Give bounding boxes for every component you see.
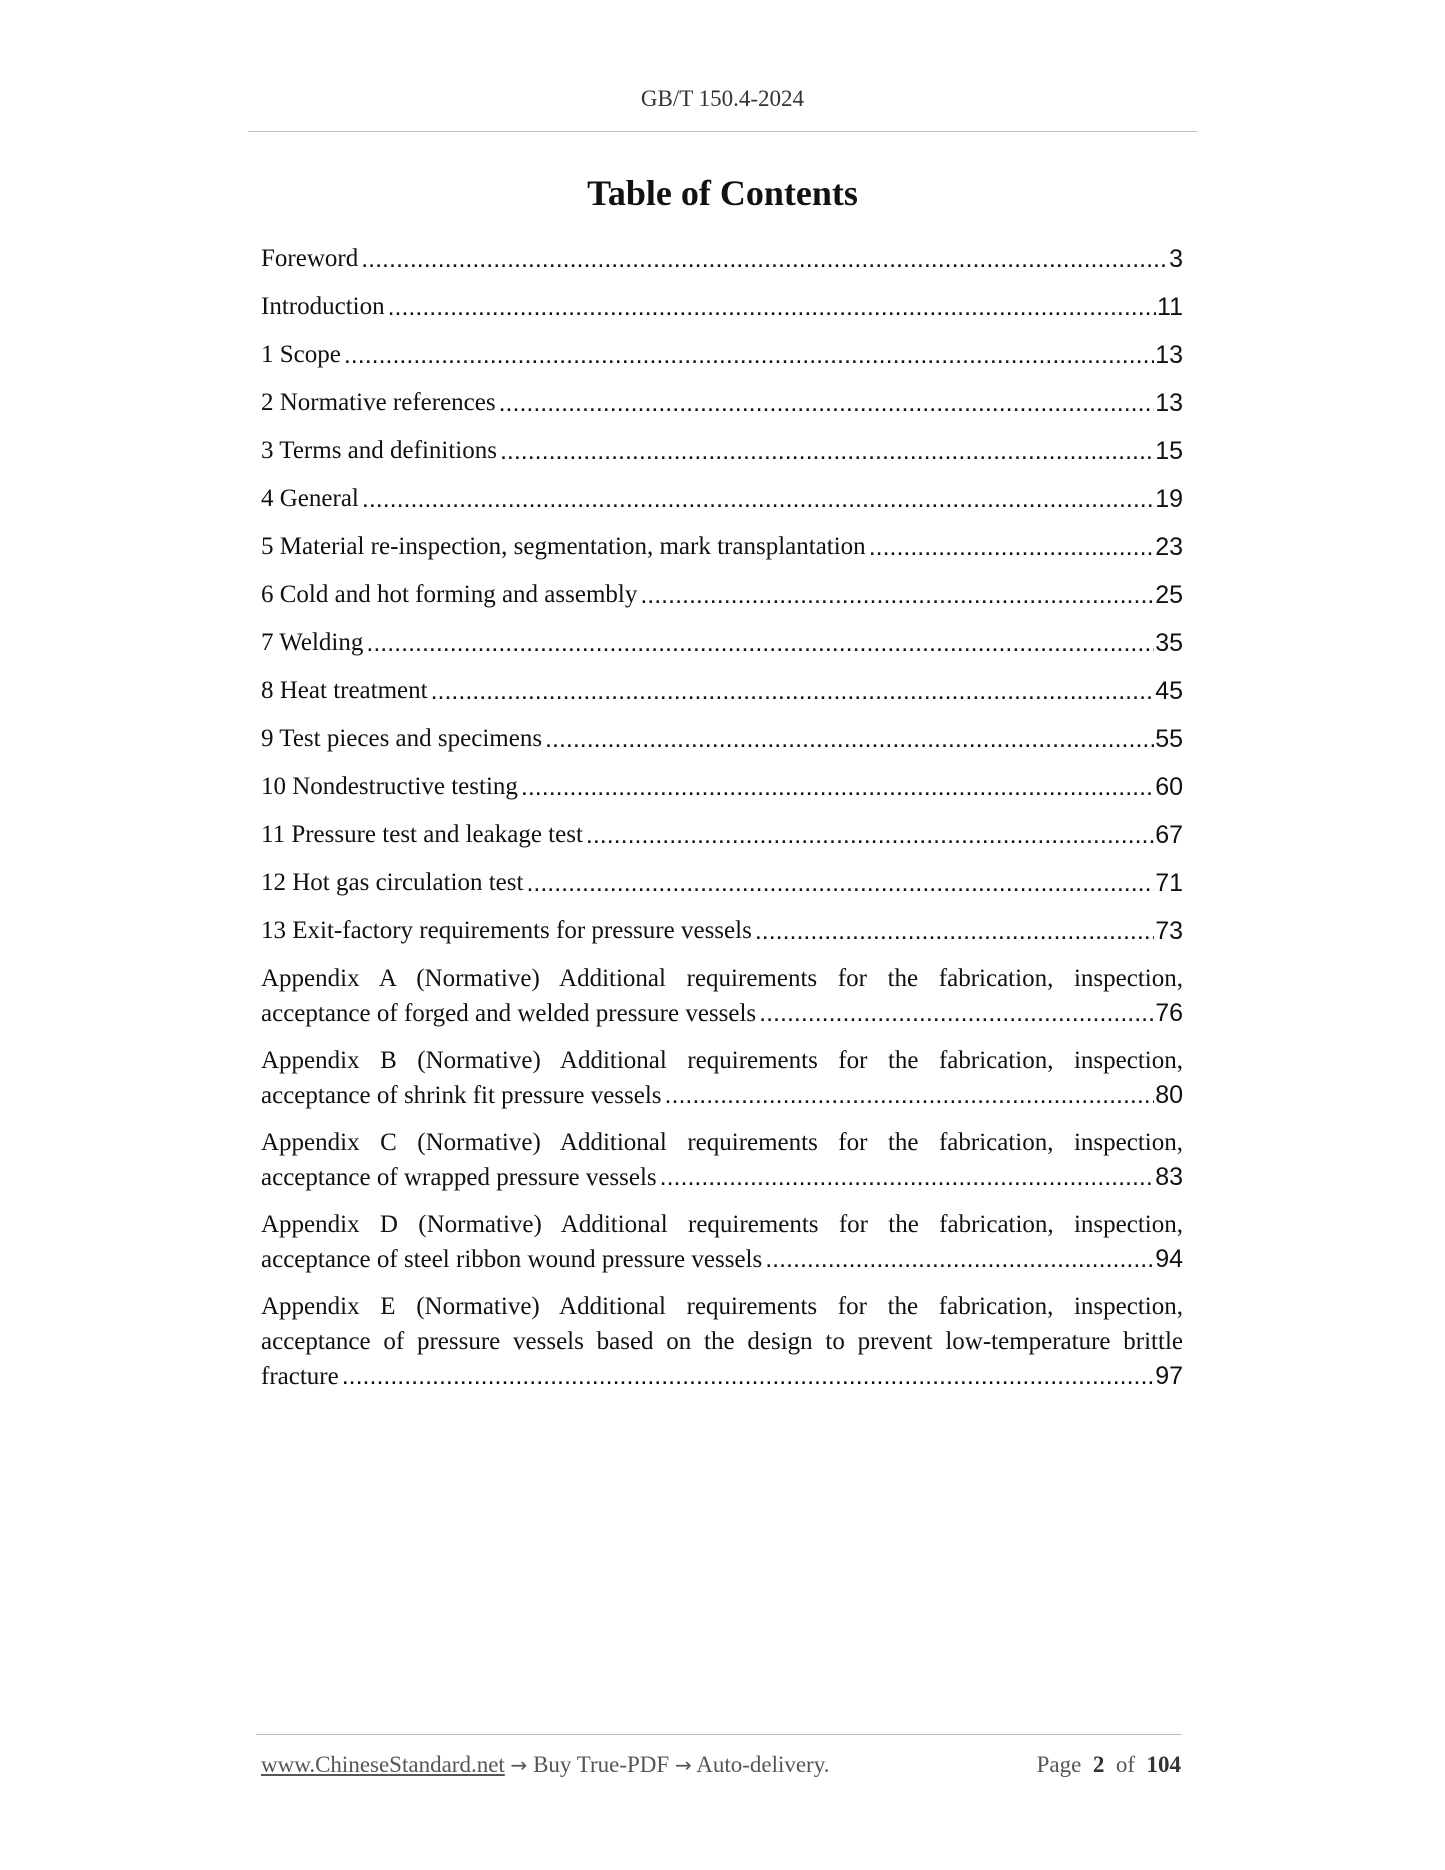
footer-left [261, 1752, 829, 1778]
dot-leader [665, 1078, 1155, 1113]
toc-page-number: 23 [1155, 533, 1183, 561]
toc-entry-title: 1 Scope [261, 341, 341, 368]
dot-leader [869, 529, 1155, 565]
toc-entry-title: 5 Material re-inspection, segmentation, mark transplantation [261, 533, 866, 560]
header-divider [248, 131, 1197, 132]
toc-entry-foreword[interactable] [261, 241, 1183, 289]
toc-entry-title-line: Appendix E (Normative) Additional requirements for the fabrication, inspection, [261, 1293, 1183, 1320]
toc-entry-appendix-e[interactable] [261, 1289, 1183, 1394]
toc-entry-exit-factory[interactable] [261, 913, 1183, 961]
dot-leader [759, 996, 1154, 1031]
dot-leader [586, 817, 1154, 853]
toc-page-number: 67 [1155, 821, 1183, 849]
dot-leader [640, 577, 1154, 613]
toc-entry-title-line: Appendix A (Normative) Additional requirements for the fabrication, inspection, [261, 965, 1183, 992]
dot-leader [660, 1160, 1155, 1195]
dot-leader [526, 865, 1154, 901]
toc-page-number: 35 [1155, 629, 1183, 657]
footer-divider [256, 1734, 1182, 1735]
toc-page-number: 45 [1155, 677, 1183, 705]
dot-leader [342, 1359, 1154, 1394]
dot-leader [500, 433, 1154, 469]
toc-entry-title: 9 Test pieces and specimens [261, 725, 543, 752]
website-link[interactable]: www.ChineseStandard.net [261, 1752, 505, 1777]
toc-page-number: 83 [1155, 1163, 1183, 1191]
page-footer [261, 1752, 1181, 1778]
dot-leader [388, 289, 1156, 325]
toc-list [261, 241, 1183, 1406]
dot-leader [366, 625, 1154, 661]
toc-entry-title: 3 Terms and definitions [261, 437, 497, 464]
toc-entry-terms-and-definitions[interactable] [261, 433, 1183, 481]
toc-entry-appendix-b[interactable] [261, 1043, 1183, 1113]
toc-entry-appendix-a[interactable] [261, 961, 1183, 1031]
dot-leader [344, 337, 1154, 373]
toc-entry-title: 10 Nondestructive testing [261, 773, 518, 800]
buy-true-pdf-text: Buy True-PDF [533, 1752, 670, 1777]
toc-entry-title-line: Appendix B (Normative) Additional requirements for the fabrication, inspection, [261, 1047, 1183, 1074]
dot-leader [361, 241, 1168, 277]
running-header: GB/T 150.4-2024 [640, 86, 805, 111]
toc-entry-appendix-c[interactable] [261, 1125, 1183, 1195]
toc-entry-welding[interactable] [261, 625, 1183, 673]
toc-entry-title: 8 Heat treatment [261, 677, 428, 704]
dot-leader [521, 769, 1154, 805]
toc-entry-hot-gas-circulation[interactable] [261, 865, 1183, 913]
toc-entry-title: 2 Normative references [261, 389, 496, 416]
toc-page-number: 76 [1155, 999, 1183, 1027]
toc-entry-title: Foreword [261, 245, 359, 272]
total-pages-number: 104 [1146, 1752, 1181, 1777]
toc-entry-title-line: fracture [261, 1363, 339, 1390]
arrow-right-icon: → [674, 1753, 692, 1777]
toc-page-number: 80 [1155, 1081, 1183, 1109]
toc-entry-title: 11 Pressure test and leakage test [261, 821, 583, 848]
toc-page-number: 3 [1169, 245, 1183, 273]
toc-entry-forming-and-assembly[interactable] [261, 577, 1183, 625]
toc-entry-title: 12 Hot gas circulation test [261, 869, 524, 896]
dot-leader [545, 721, 1154, 757]
dot-leader [755, 913, 1154, 949]
toc-entry-title: 7 Welding [261, 629, 364, 656]
toc-page-number: 94 [1155, 1245, 1183, 1273]
toc-entry-title: 13 Exit-factory requirements for pressure vessels [261, 917, 752, 944]
toc-entry-title-line: acceptance of steel ribbon wound pressure vessels [261, 1246, 763, 1273]
toc-page-number: 71 [1155, 869, 1183, 897]
toc-entry-title-line: Appendix D (Normative) Additional requirements for the fabrication, inspection, [261, 1211, 1183, 1238]
toc-entry-title-line: acceptance of forged and welded pressure vessels [261, 1000, 757, 1027]
toc-entry-title-line: acceptance of pressure vessels based on the design to prevent low-temperature brittle [261, 1328, 1183, 1355]
toc-page-number: 13 [1155, 341, 1183, 369]
toc-page-number: 55 [1155, 725, 1183, 753]
toc-entry-general[interactable] [261, 481, 1183, 529]
toc-entry-appendix-d[interactable] [261, 1207, 1183, 1277]
page-label: Page [1036, 1752, 1082, 1777]
toc-entry-material-reinspection[interactable] [261, 529, 1183, 577]
page-indicator [1037, 1752, 1181, 1778]
auto-delivery-text: Auto-delivery. [696, 1752, 830, 1777]
arrow-right-icon: → [510, 1753, 528, 1777]
toc-entry-scope[interactable] [261, 337, 1183, 385]
toc-entry-nondestructive-testing[interactable] [261, 769, 1183, 817]
toc-page-number: 19 [1155, 485, 1183, 513]
toc-page-number: 13 [1155, 389, 1183, 417]
page-title: Table of Contents [587, 173, 858, 213]
toc-entry-test-pieces[interactable] [261, 721, 1183, 769]
of-label: of [1115, 1752, 1135, 1777]
toc-entry-pressure-test[interactable] [261, 817, 1183, 865]
dot-leader [765, 1242, 1154, 1277]
toc-page-number: 73 [1155, 917, 1183, 945]
toc-page-number: 60 [1155, 773, 1183, 801]
toc-entry-normative-references[interactable] [261, 385, 1183, 433]
toc-entry-title-line: Appendix C (Normative) Additional requirements for the fabrication, inspection, [261, 1129, 1183, 1156]
toc-entry-introduction[interactable] [261, 289, 1183, 337]
toc-page-number: 15 [1155, 437, 1183, 465]
toc-entry-title: 4 General [261, 485, 359, 512]
toc-entry-heat-treatment[interactable] [261, 673, 1183, 721]
toc-entry-title: 6 Cold and hot forming and assembly [261, 581, 638, 608]
toc-page-number: 11 [1157, 293, 1183, 321]
toc-page-number: 97 [1155, 1362, 1183, 1390]
toc-entry-title-line: acceptance of wrapped pressure vessels [261, 1164, 657, 1191]
toc-page-number: 25 [1155, 581, 1183, 609]
dot-leader [431, 673, 1155, 709]
toc-entry-title-line: acceptance of shrink fit pressure vessels [261, 1082, 662, 1109]
toc-entry-title: Introduction [261, 293, 385, 320]
current-page-number: 2 [1092, 1752, 1105, 1777]
dot-leader [499, 385, 1155, 421]
dot-leader [362, 481, 1154, 517]
